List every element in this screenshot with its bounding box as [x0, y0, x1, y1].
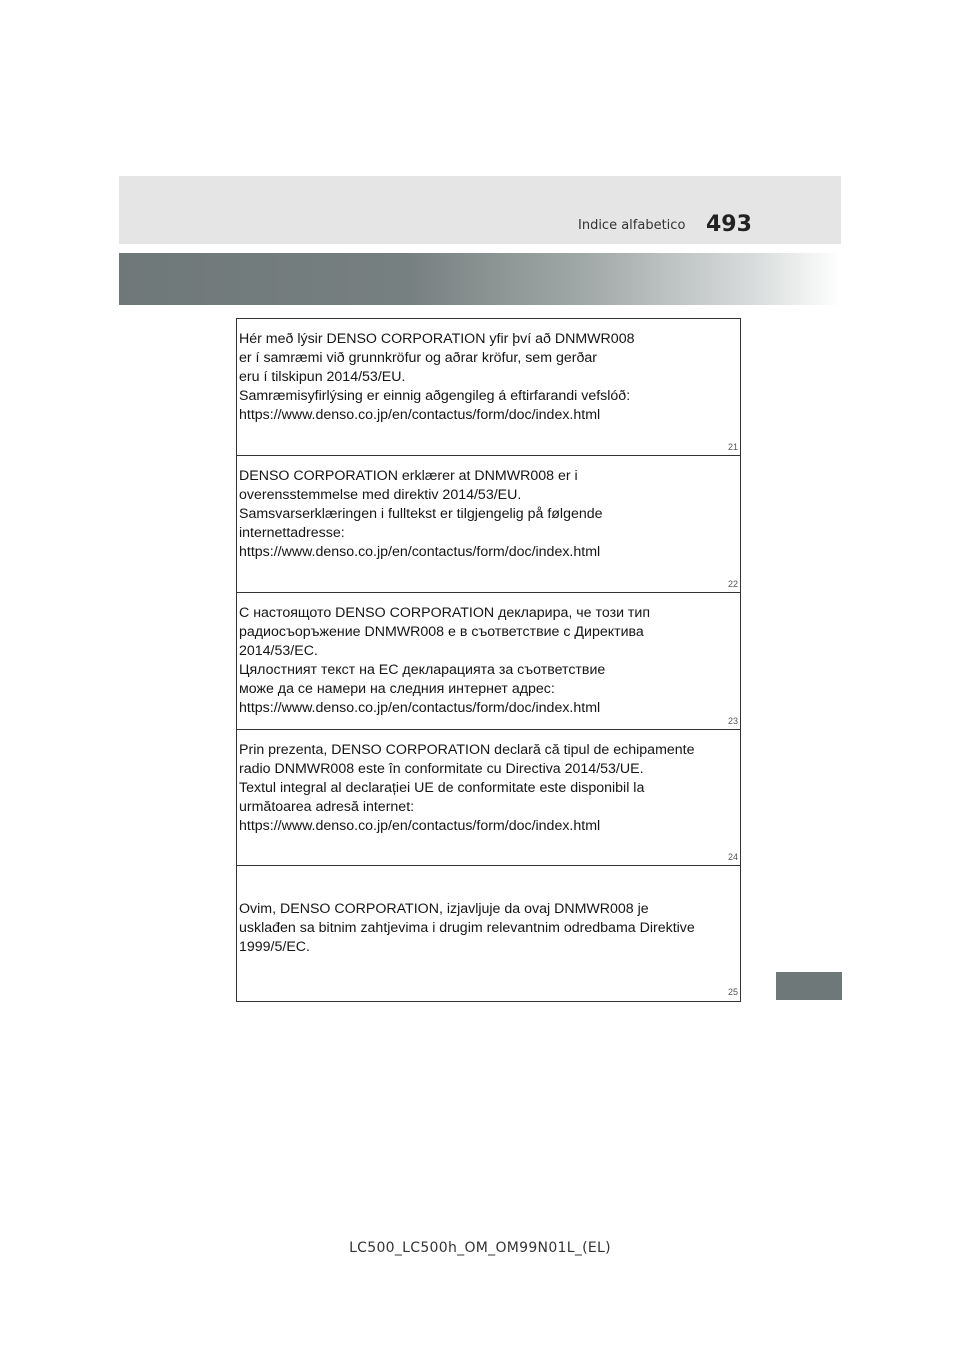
- declaration-panel-bulgarian: [237, 593, 740, 730]
- index-tab-marker: [776, 972, 842, 1000]
- section-title: Indice alfabetico: [578, 218, 686, 233]
- panel-number: 24: [727, 852, 738, 862]
- declaration-frame: [236, 318, 741, 1002]
- chapter-band: [119, 253, 841, 305]
- panel-number: 22: [727, 579, 738, 589]
- declaration-panel-bosnian: [237, 866, 740, 1000]
- declaration-text: Ovim, DENSO CORPORATION, izjavljuje da ovaj DNMWR008 je usklađen sa bitnim zahtjevima i drugim relevantnim odredbama Direktive 1999/5/EC.: [239, 901, 695, 955]
- declaration-text: Prin prezenta, DENSO CORPORATION declară că tipul de echipamente radio DNMWR008 este în conformitate cu Directiva 2014/53/UE. Textul integral al declarației UE de conformitate este disponibil la următoarea adresă internet: https://www.denso.co.jp/en/contactus/form/doc/index.html: [239, 742, 695, 834]
- panel-number: 23: [727, 716, 738, 726]
- declaration-panel-icelandic: [237, 319, 740, 456]
- panel-number: 21: [727, 442, 738, 452]
- declaration-text: С настоящото DENSO CORPORATION декларира, че този тип радиосъоръжение DNMWR008 е в съответствие с Директива 2014/53/ЕС. Цялостният текст на ЕС декларацията за съответствие може да се намери на следния интернет адрес: https://www.denso.co.jp/en/contactus/form/doc/index.html: [239, 605, 651, 716]
- declaration-text: DENSO CORPORATION erklærer at DNMWR008 er i overensstemmelse med direktiv 2014/53/EU. Samsvarserklæringen i fulltekst er tilgjengelig på følgende internettadresse: https://www.denso.co.jp/en/contactus/form/doc/index.html: [239, 468, 603, 560]
- declaration-text: Hér með lýsir DENSO CORPORATION yfir því að DNMWR008 er í samræmi við grunnkröfur og aðrar kröfur, sem gerðar eru í tilskipun 2014/53/EU. Samræmisyfirlýsing er einnig aðgengileg á eftirfarandi vefslóð: https://www.denso.co.jp/en/contactus/form/doc/index.html: [239, 331, 635, 423]
- declaration-panel-romanian: [237, 730, 740, 866]
- panel-number: 25: [727, 987, 738, 997]
- page-number: 493: [706, 212, 752, 237]
- document-code: LC500_LC500h_OM_OM99N01L_(EL): [349, 1240, 611, 1256]
- declaration-panel-norwegian: [237, 456, 740, 593]
